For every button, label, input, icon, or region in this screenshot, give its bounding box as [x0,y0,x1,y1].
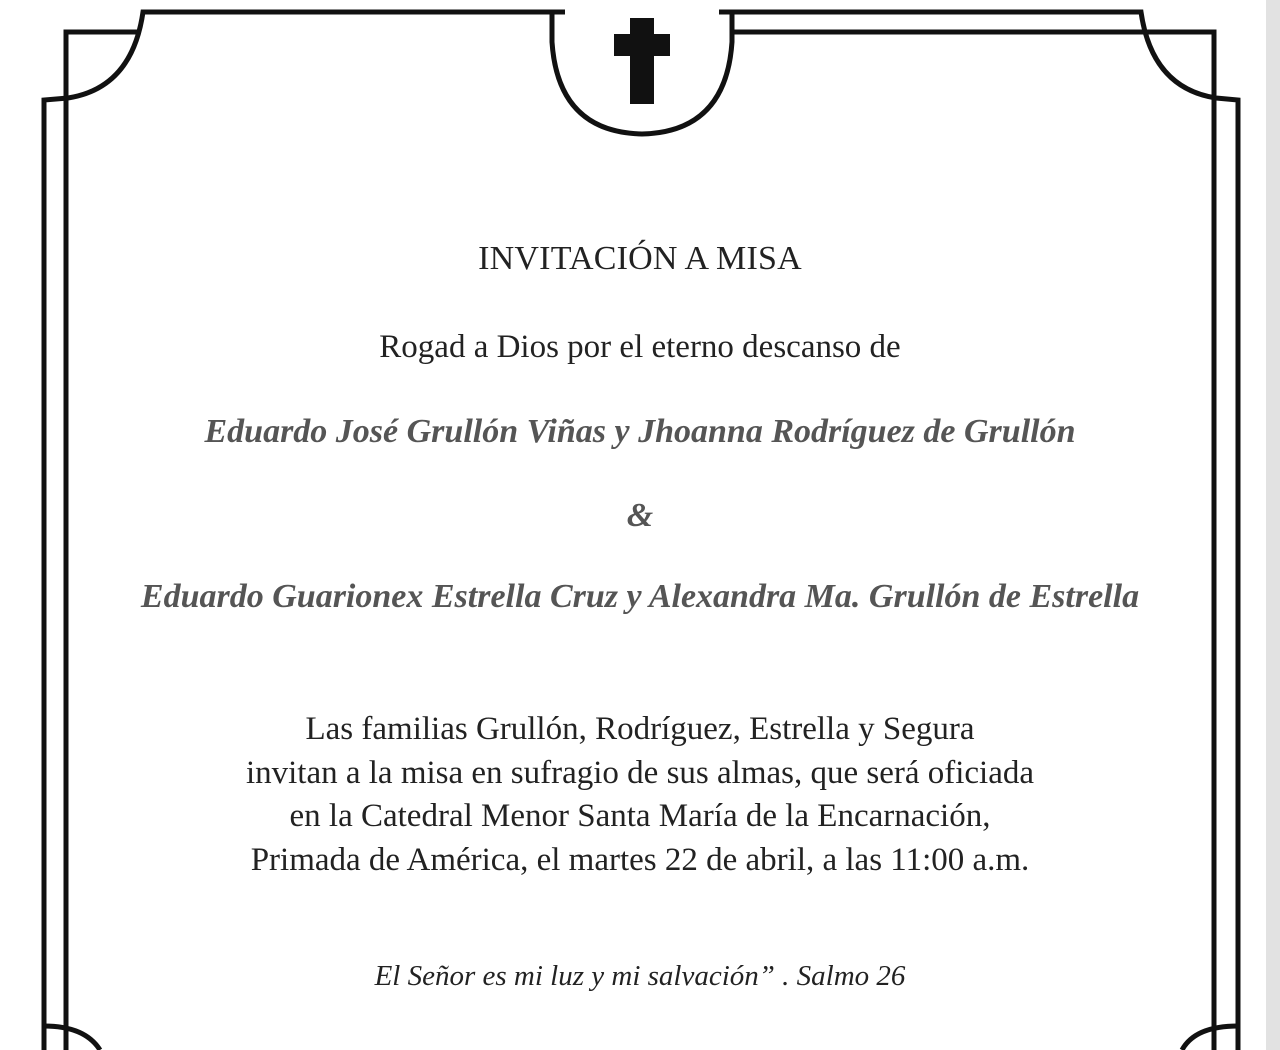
ampersand: & [626,497,654,534]
deceased-couple-1: Eduardo José Grullón Viñas y Jhoanna Rodríguez de Grullón [204,413,1076,450]
prayer-line: Rogad a Dios por el eterno descanso de [379,329,901,365]
invitation-title: INVITACIÓN A MISA [478,240,802,277]
invitation-body [0,708,1280,882]
body-line: Primada de América, el martes 22 de abril, a las 11:00 a.m. [250,841,1030,878]
deceased-couple-2: Eduardo Guarionex Estrella Cruz y Alexandra Ma. Grullón de Estrella [140,578,1140,615]
cross-icon [614,18,670,104]
body-line: en la Catedral Menor Santa María de la Encarnación, [289,798,991,834]
psalm-quote: El Señor es mi luz y mi salvación” . Salmo 26 [374,960,906,992]
body-line: invitan a la misa en sufragio de sus almas, que será oficiada [245,754,1035,791]
body-line: Las familias Grullón, Rodríguez, Estrella y Segura [305,711,975,747]
